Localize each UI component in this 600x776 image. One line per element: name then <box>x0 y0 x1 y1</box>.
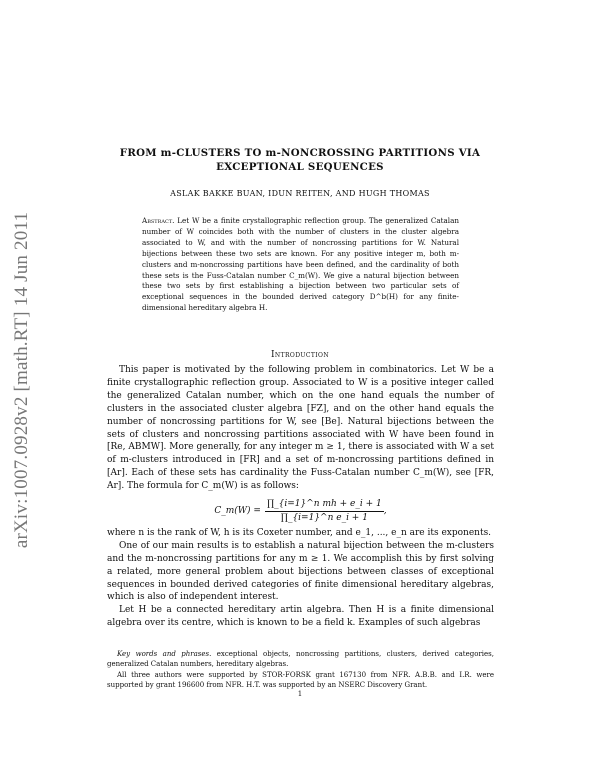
arxiv-identifier: arXiv:1007.0928v2 [math.RT] 14 Jun 2011 <box>11 211 32 549</box>
formula-comma: , <box>383 506 387 517</box>
formula-denominator: ∏_{i=1}^n e_i + 1 <box>280 512 368 523</box>
abstract-block <box>142 216 459 314</box>
footnote-funding: All three authors were supported by STOR-FORSK grant 167130 from NFR. A.B.B. and I.R. were supported by grant 196600 from NFR. H.T. was supported by an NSERC Discovery Grant. <box>107 670 494 689</box>
formula-lhs: C_m(W) = <box>214 506 261 517</box>
formula-numerator: ∏_{i=1}^n mh + e_i + 1 <box>265 498 384 512</box>
title-line-1: FROM m-CLUSTERS TO m-NONCROSSING PARTITIONS VIA <box>119 147 481 159</box>
keywords-label: Key words and phrases. <box>117 650 212 658</box>
intro-paragraph-1: This paper is motivated by the following problem in combinatorics. Let W be a finite crystallographic reflection group. Associated to W is a positive integer called the generalized Catalan number, which on the one hand equals the number of clusters in the associated cluster algebra [FZ], and on the other hand equals the number of noncrossing partitions for W, see [Be]. Natural bijections between the sets of clusters and noncrossing partitions associated with W have been found in [Re, ABMW]. More generally, for any integer m ≥ 1, there is associated with W a set of m-clusters introduced in [FR] and a set of m-noncrossing partitions defined in [Ar]. Each of these sets has cardinality the Fuss-Catalan number C_m(W), see [FR, Ar]. The formula for C_m(W) is as follows: <box>107 365 494 492</box>
fuss-catalan-formula <box>107 498 494 525</box>
arxiv-sidebar-stamp <box>6 180 38 580</box>
abstract-text: Let W be a finite crystallographic reflection group. The generalized Catalan number of W coincides both with the number of clusters in the cluster algebra associated to W, and with the number of noncrossing partitions for W. Natural bijections between these two sets are known. For any positive integer m, both m-clusters and m-noncrossing partitions have been defined, and the cardinality of both these sets is the Fuss-Catalan number C_m(W). We give a natural bijection between these two sets by first establishing a bijection between two particular sets of exceptional sequences in the bounded derived category D^b(H) for any finite-dimensional hereditary algebra H. <box>142 216 459 313</box>
intro-paragraph-3: Let H be a connected hereditary artin algebra. Then H is a finite dimensional algebra over its centre, which is known to be a field k. Examples of such algebras <box>107 605 494 629</box>
paper-title <box>100 146 500 174</box>
section-title: Introduction <box>270 350 330 360</box>
intro-body <box>107 364 494 630</box>
keywords-text: exceptional objects, noncrossing partitions, clusters, derived categories, generalized Catalan numbers, hereditary algebras. <box>107 650 494 669</box>
intro-paragraph-2: One of our main results is to establish a natural bijection between the m-clusters and the m-noncrossing partitions for any m ≥ 1. We accomplish this by first solving a related, more general problem about bijections between classes of exceptional sequences in bounded derived categories of finite dimensional hereditary algebras, which is also of independent interest. <box>107 540 494 603</box>
page-number: 1 <box>297 690 303 698</box>
formula-fraction <box>265 498 384 525</box>
formula-explanation: where n is the rank of W, h is its Coxeter number, and e_1, ..., e_n are its exponents. <box>107 527 492 538</box>
abstract-label: Abstract. <box>142 216 175 225</box>
section-heading-introduction <box>100 350 500 360</box>
author-list: ASLAK BAKKE BUAN, IDUN REITEN, AND HUGH THOMAS <box>170 189 430 198</box>
title-line-2: EXCEPTIONAL SEQUENCES <box>216 161 384 173</box>
footnotes <box>107 649 494 690</box>
footnote-keywords <box>107 649 494 670</box>
